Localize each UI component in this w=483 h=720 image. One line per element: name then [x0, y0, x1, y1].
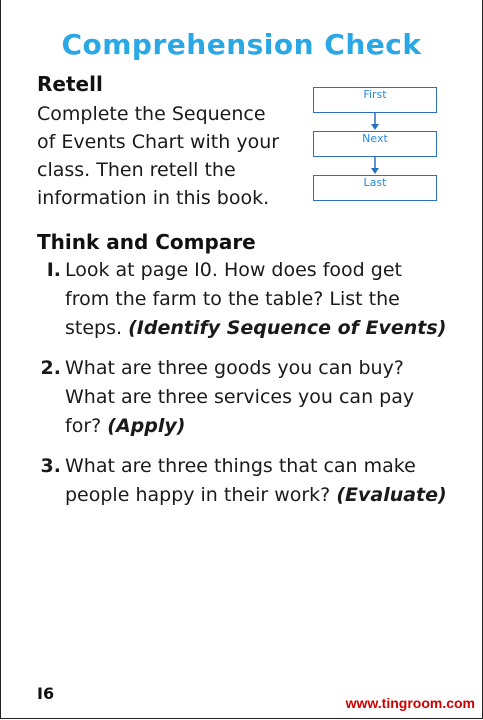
- retell-line: class. Then retell the: [37, 159, 236, 181]
- sequence-box-last: Last: [313, 175, 437, 201]
- think-compare-heading: Think and Compare: [37, 230, 256, 254]
- retell-line: information in this book.: [37, 187, 270, 209]
- question-item: [37, 256, 447, 343]
- watermark-link[interactable]: www.tingroom.com: [345, 695, 475, 711]
- question-line: from the farm to the table? List the: [65, 288, 400, 310]
- question-text: people happy in their work?: [65, 484, 331, 506]
- question-text: steps.: [65, 317, 123, 339]
- question-last-line: [65, 412, 447, 441]
- down-arrow-icon: [368, 113, 382, 131]
- question-last-line: [65, 314, 447, 343]
- question-line: What are three services you can pay: [65, 386, 415, 408]
- page-number: I6: [37, 684, 55, 703]
- skill-tag: (Apply): [107, 415, 186, 437]
- question-last-line: [65, 481, 447, 510]
- question-item: [37, 354, 447, 441]
- question-line: What are three things that can make: [65, 455, 416, 477]
- sequence-box-next: Next: [313, 131, 437, 157]
- down-arrow-icon: [368, 157, 382, 175]
- question-number: 3.: [40, 455, 61, 477]
- question-text: for?: [65, 415, 102, 437]
- retell-line: of Events Chart with your: [37, 131, 280, 153]
- retell-paragraph: [37, 100, 287, 212]
- question-line: Look at page I0. How does food get: [65, 259, 402, 281]
- retell-heading: Retell: [37, 72, 103, 96]
- page-title: Comprehension Check: [61, 28, 422, 61]
- question-item: [37, 452, 447, 510]
- question-number: I.: [46, 259, 61, 281]
- question-line: What are three goods you can buy?: [65, 357, 404, 379]
- skill-tag: (Identify Sequence of Events): [128, 317, 447, 339]
- skill-tag: (Evaluate): [336, 484, 447, 506]
- retell-line: Complete the Sequence: [37, 103, 266, 125]
- sequence-box-first: First: [313, 87, 437, 113]
- question-number: 2.: [40, 357, 61, 379]
